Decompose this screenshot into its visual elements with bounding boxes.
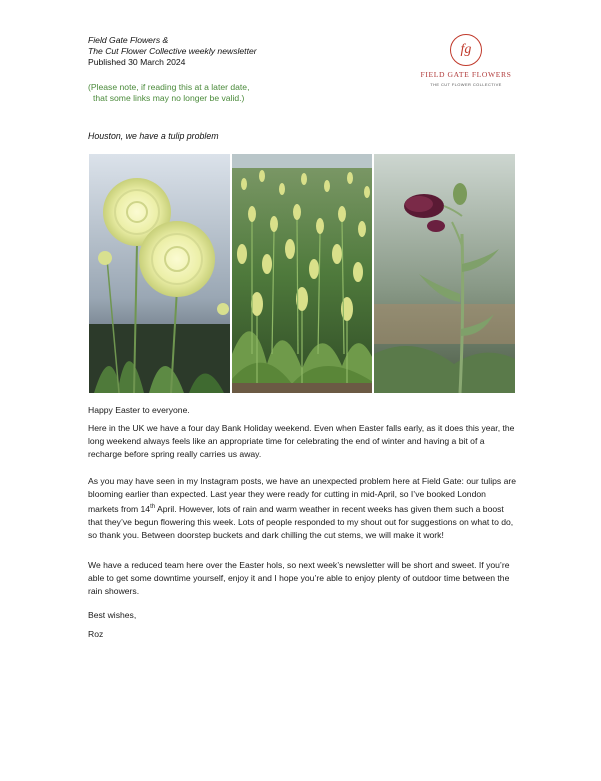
header-line-2: The Cut Flower Collective weekly newsletter [88,46,257,57]
paragraph-easter-team: We have a reduced team here over the Easter hols, so next week’s newsletter will be short and sweet. If you’re able to get some downtime yourself, enjoy it and I hope you’re able to enjoy plenty of outdoor time between the rain showers. [88,560,510,596]
para2-part-b: April. However, lots of rain and warm weather in recent weeks has given them such a boost that they’ve begun flowering this week. Lots of people responded to my shout out for suggestions on what to do, so thank you. Between doorstep buckets and dark chilling the cut stems, we will make it work! [88,503,514,540]
published-date: Published 30 March 2024 [88,57,186,68]
tulips-photo [232,154,373,393]
paragraph-bank-holiday: Here in the UK we have a four day Bank Holiday weekend. Even when Easter falls early, as it does this year, the long weekend always feels like an appropriate time for celebrating the end of winter and having a bit of a recharge before spring really carries us away. [88,423,515,459]
ranunculus-photo [89,154,230,393]
article-title: Houston, we have a tulip problem [88,131,219,141]
photo-strip [89,154,515,393]
para2-superscript: th [150,504,156,510]
note-line-1: (Please note, if reading this at a later date, [88,82,250,92]
header-line-1: Field Gate Flowers & [88,35,169,45]
signoff: Best wishes, [88,610,137,620]
logo-name: FIELD GATE FLOWERS [420,70,512,79]
note-line-2: that some links may no longer be valid.) [93,93,245,104]
purple-bud-photo [374,154,515,393]
logo-monogram: fg [450,34,482,66]
para2-part-a: As you may have seen in my Instagram posts, we have an unexpected problem here at Field Gate: our tulips are blooming earlier than expected. Last year they were ready for cutting in mid-April, so I’ve booked London markets from 14 [88,476,517,514]
paragraph-tulip-problem [88,475,516,542]
validity-note [88,82,249,104]
logo-tagline: THE CUT FLOWER COLLECTIVE [430,82,502,87]
brand-logo [418,34,514,87]
signature: Roz [88,629,104,639]
greeting: Happy Easter to everyone. [88,405,190,415]
newsletter-header [88,35,257,69]
